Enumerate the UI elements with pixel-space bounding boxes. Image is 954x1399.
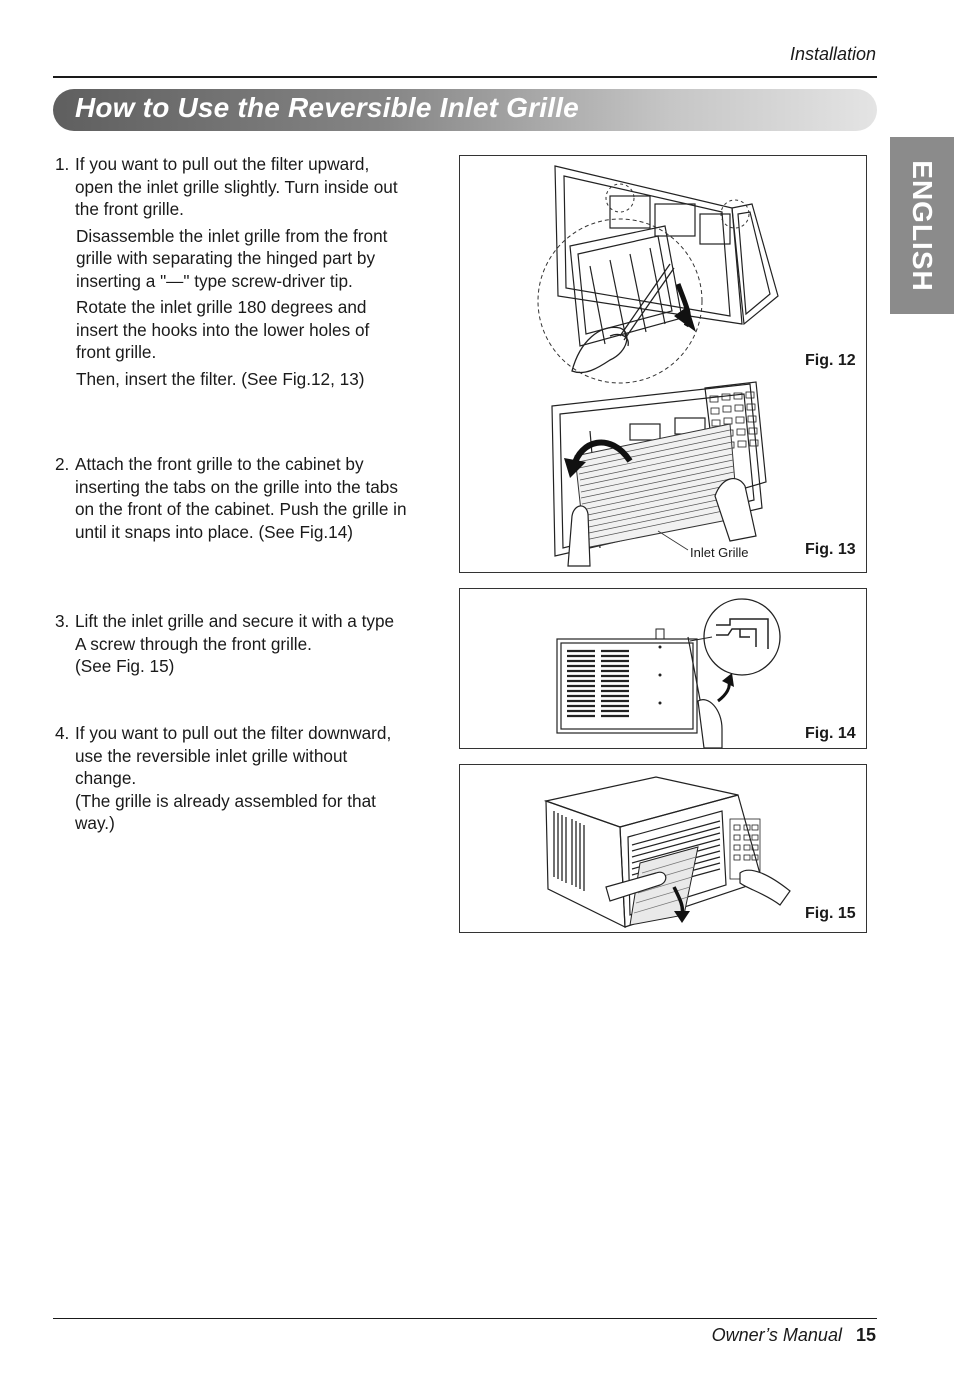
step-number: 3.	[55, 611, 70, 631]
text-line: (The grille is already assembled for that	[75, 790, 376, 811]
step-1	[55, 153, 445, 390]
step-paragraph	[76, 225, 445, 293]
text-line: use the reversible inlet grille without	[75, 745, 348, 766]
figure-15-box	[459, 764, 867, 933]
text-line: Then, insert the filter. (See Fig.12, 13)	[76, 368, 365, 389]
figure-15-label: Fig. 15	[805, 905, 856, 922]
step-number: 2.	[55, 454, 70, 474]
figure-14-label: Fig. 14	[805, 725, 856, 742]
figure-12-13-box	[459, 155, 867, 573]
text-line: A screw through the front grille.	[75, 633, 312, 654]
text-line: on the front of the cabinet. Push the grille in	[75, 499, 407, 519]
step-number: 4.	[55, 723, 70, 743]
text-line: change.	[75, 768, 137, 788]
title-banner	[53, 89, 877, 131]
language-tab	[890, 137, 954, 314]
text-line: inserting a "—" type screw-driver tip.	[76, 270, 353, 291]
footer-manual-title: Owner’s Manual	[711, 1325, 842, 1345]
footer	[712, 1325, 876, 1346]
step-paragraph	[76, 368, 445, 391]
step-paragraph	[76, 296, 445, 364]
figure-12-label: Fig. 12	[805, 352, 856, 369]
figure-14-box	[459, 588, 867, 749]
text-line: If you want to pull out the filter downward,	[75, 723, 392, 743]
figure-13-label: Fig. 13	[805, 541, 856, 558]
text-line: insert the hooks into the lower holes of	[76, 319, 370, 340]
text-line: grille with separating the hinged part by	[76, 248, 376, 268]
text-line: inserting the tabs on the grille into the tabs	[75, 476, 398, 497]
text-line: Lift the inlet grille and secure it with a type	[75, 611, 395, 631]
text-line: way.)	[75, 813, 115, 833]
step-2	[55, 453, 445, 543]
step-text	[75, 453, 445, 543]
text-line: Rotate the inlet grille 180 degrees and	[76, 297, 367, 317]
step-number: 1.	[55, 154, 70, 174]
page-number: 15	[855, 1325, 876, 1345]
text-line: front grille.	[76, 342, 157, 362]
section-label: Installation	[789, 44, 876, 64]
step-3	[55, 610, 445, 678]
step-text	[75, 722, 445, 835]
language-tab-label: ENGLISH	[907, 159, 938, 292]
inlet-grille-callout: Inlet Grille	[690, 545, 749, 560]
text-line: Disassemble the inlet grille from the front	[76, 225, 388, 246]
step-text	[75, 153, 445, 221]
text-line: open the inlet grille slightly. Turn inside out	[75, 176, 398, 197]
header-rule	[53, 76, 877, 78]
step-4	[55, 722, 445, 835]
footer-rule	[53, 1318, 877, 1319]
text-line: the front grille.	[75, 199, 184, 219]
text-line: until it snaps into place. (See Fig.14)	[75, 521, 354, 542]
text-line: (See Fig. 15)	[75, 656, 175, 676]
text-line: Attach the front grille to the cabinet by	[75, 454, 364, 474]
step-text	[75, 610, 445, 678]
page-title: How to Use the Reversible Inlet Grille	[75, 92, 579, 123]
text-line: If you want to pull out the filter upward,	[75, 154, 370, 174]
